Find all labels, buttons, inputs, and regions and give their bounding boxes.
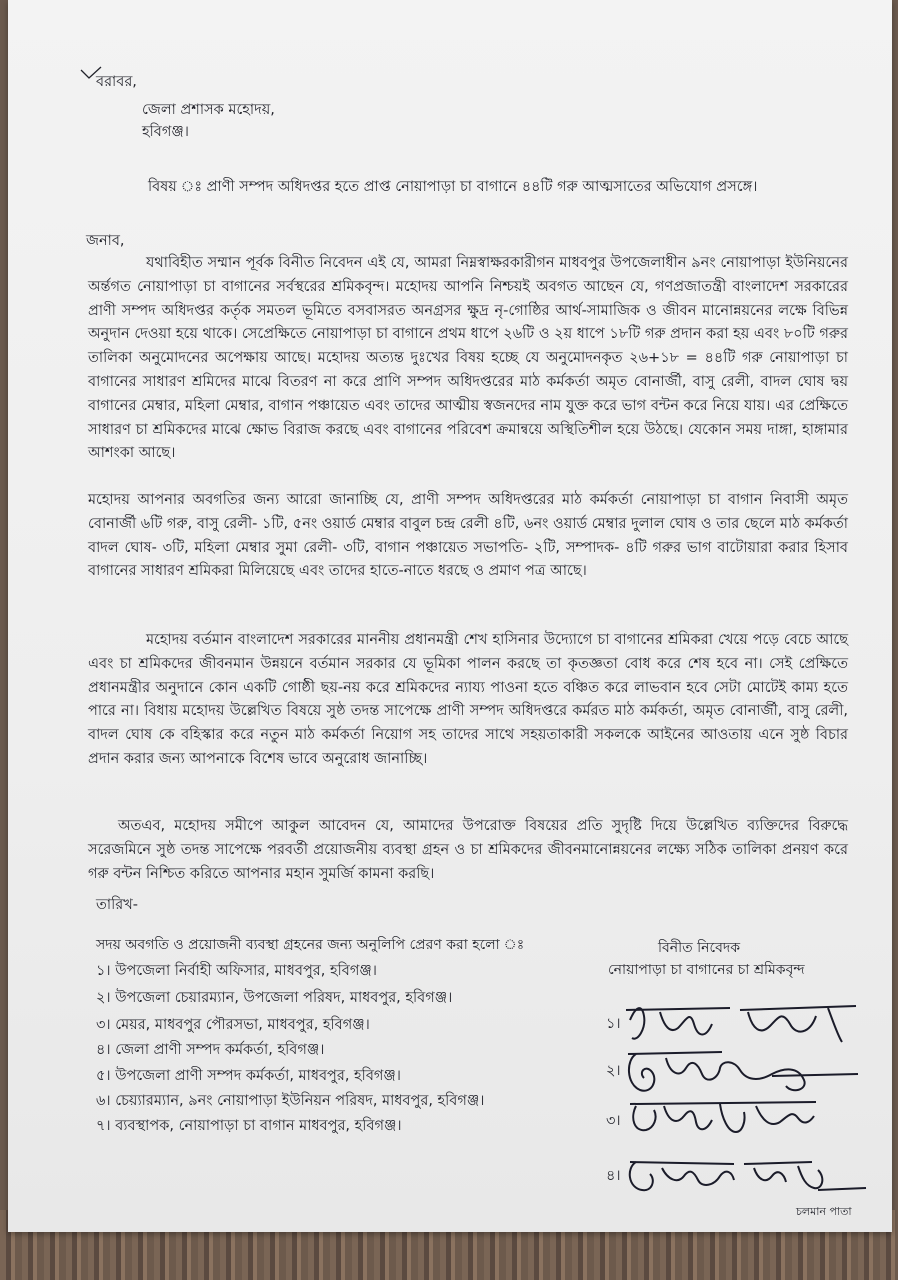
list-item: ৭। ব্যবস্থাপক, নোয়াপাড়া চা বাগান মাধবপুর, হবিগঞ্জ। bbox=[96, 1118, 402, 1134]
list-item: ৬। চেয়্যারম্যান, ৯নং নোয়াপাড়া ইউনিয়ন পরিষদ, মাধবপুর, হবিগঞ্জ। bbox=[96, 1093, 485, 1109]
subject-line: বিষয় ঃ প্রাণী সম্পদ অধিদপ্তর হতে প্রাপ্ত নোয়াপাড়া চা বাগানে ৪৪টি গরু আত্মসাতের অভিযোগ প্রসঙ্গে। bbox=[148, 179, 758, 195]
closing-label: বিনীত নিবেদক bbox=[658, 940, 741, 956]
salutation: জনাব, bbox=[86, 233, 125, 249]
signature-1 bbox=[620, 998, 860, 1050]
signature-number: ১। bbox=[606, 1016, 621, 1032]
closing-sender: নোয়াপাড়া চা বাগানের চা শ্রমিকবৃন্দ bbox=[608, 962, 805, 978]
body-paragraph-2: মহোদয় আপনার অবগতির জন্য আরো জানাচ্ছি যে, প্রাণী সম্পদ অধিদপ্তরের মাঠ কর্মকর্তা নোয়াপাড়া চা বাগান নিবাসী অমৃত বোনার্জী ৬টি গরু, বাসু রেলী- ১টি, ৫নং ওয়ার্ড মেম্বার বাবুল চন্দ্র রেলী ৪টি, ৬নং ওয়ার্ড মেম্বার দুলাল ঘোষ ও তার ছেলে মাঠ কর্মকর্তা বাদল ঘোষ- ৩টি, মহিলা মেম্বার সুমা রেলী- ৩টি, বাগান পঞ্চায়েত সভাপতি- ২টি, সম্পাদক- ৪টি গরুর ভাগ বাটোয়ারা করার হিসাব বাগানের সাধারণ শ্রমিকরা মিলিয়েছে এবং তাদের হাতে-নাতে ধরছে ও প্রমাণ পত্র আছে। bbox=[88, 492, 848, 580]
signature-3 bbox=[624, 1092, 834, 1140]
body-paragraph-4: অতএব, মহোদয় সমীপে আকুল আবেদন যে, আমাদের উপরোক্ত বিষয়ের প্রতি সুদৃষ্টি দিয়ে উল্লেখিত ব্যক্তিদের বিরুদ্ধে সরেজমিনে সুষ্ঠ তদন্ত সাপেক্ষে পরবর্তী প্রয়োজনীয় ব্যবস্থা গ্রহন ও চা শ্রমিকদের জীবনমানোন্নয়নের লক্ষ্যে সঠিক তালিকা প্রনয়ণ করে গরু বন্টন নিশ্চিত করিতে আপনার মহান সুমর্জি কামনা করছি। bbox=[88, 818, 848, 882]
list-item: ২। উপজেলা চেয়ারম্যান, উপজেলা পরিষদ, মাধবপুর, হবিগঞ্জ। bbox=[96, 990, 453, 1006]
body-paragraph-1: যথাবিহীত সম্মান পূর্বক বিনীত নিবেদন এই যে, আমরা নিম্নস্বাক্ষরকারীগন মাধবপুর উপজেলাধীন ৯নং নোয়াপাড়া ইউনিয়নের অর্ন্তগত নোয়াপাড়া চা বাগানের সর্বস্থরের শ্রমিকবৃন্দ। মহোদয় আপনি নিশ্চয়ই অবগত আছেন যে, গণপ্রজাতন্ত্রী বাংলাদেশ সরকারের প্রাণী সম্পদ অধিদপ্তর কর্তৃক সমতল ভূমিতে বসবাসরত অনগ্রসর ক্ষুদ্র নৃ-গোষ্ঠির আর্থ-সামাজিক ও জীবন মানোন্নয়নের লক্ষে বিভিন্ন অনুদান দেওয়া হয়ে থাকে। সেপ্রেক্ষিতে নোয়াপাড়া চা বাগানে প্রথম ধাপে ২৬টি ও ২য় ধাপে ১৮টি গরু প্রদান করা হয় এবং ৮০টি গরুর তালিকা অনুমোদনের অপেক্ষায় আছে। মহোদয় অত্যন্ত দুঃখের বিষয় হচ্ছে যে অনুমোদনকৃত ২৬+১৮ = ৪৪টি গরু নোয়াপাড়া চা বাগানের সাধারণ শ্রমিদের মাঝে বিতরণ না করে প্রাণি সম্পদ অধিদপ্তরের মাঠ কর্মকর্তা অমৃত বোনার্জী, বাসু রেলী, বাদল ঘোষ দ্বয় বাগানের মেম্বার, মহিলা মেম্বার, বাগান পঞ্চায়েত এবং তাদের আত্মীয় স্বজনদের নাম যুক্ত করে ভাগ বন্টন করে নিয়ে যায়। এর প্রেক্ষিতে সাধারণ চা শ্রমিকদের মাঝে ক্ষোভ বিরাজ করছে এবং বাগানের পরিবেশ ক্রমান্বয়ে অস্থিতিশীল হয়ে উঠছে। যেকোন সময় দাঙ্গা, হাঙ্গামার আশংকা আছে। bbox=[88, 255, 848, 462]
cc-heading: সদয় অবগতি ও প্রয়োজনী ব্যবস্থা গ্রহনের জন্য অনুলিপি প্রেরণ করা হলো ঃ bbox=[96, 937, 525, 953]
signature-number: ২। bbox=[606, 1063, 621, 1079]
list-item: ৩। মেয়র, মাধবপুর পৌরসভা, মাধবপুর, হবিগঞ্জ। bbox=[96, 1017, 370, 1033]
recipient-name: জেলা প্রশাসক মহোদয়, bbox=[142, 102, 275, 118]
date-label: তারিখ- bbox=[96, 897, 138, 913]
letter-page bbox=[8, 0, 892, 1232]
list-item: ৫। উপজেলা প্রাণী সম্পদ কর্মকর্তা, মাধবপুর, হবিগঞ্জ। bbox=[96, 1068, 401, 1084]
signature-4 bbox=[622, 1150, 872, 1200]
recipient-place: হবিগঞ্জ। bbox=[142, 124, 189, 140]
signature-number: ৪। bbox=[606, 1168, 621, 1184]
recipient-label: বরাবর, bbox=[96, 74, 137, 90]
list-item: ৪। জেলা প্রাণী সম্পদ কর্মকর্তা, হবিগঞ্জ। bbox=[96, 1042, 325, 1058]
signature-number: ৩। bbox=[606, 1113, 621, 1129]
list-item: ১। উপজেলা নির্বাহী অফিসার, মাধবপুর, হবিগঞ্জ। bbox=[96, 963, 377, 979]
page-note: চলমান পাতা bbox=[796, 1205, 852, 1218]
body-paragraph-3: মহোদয় বর্তমান বাংলাদেশ সরকারের মাননীয় প্রধানমন্ত্রী শেখ হাসিনার উদ্যোগে চা বাগানের শ্রমিকরা খেয়ে পড়ে বেচে আছে এবং চা শ্রমিকদের জীবনমান উন্নয়নে বর্তমান সরকার যে ভূমিকা পালন করছে তা কৃতজ্ঞতা বোধ করে শেষ হবে না। সেই প্রেক্ষিতে প্রধানমন্ত্রীর অনুদানে কোন একটি গোষ্ঠী ছয়-নয় করে শ্রমিকদের ন্যায্য পাওনা হতে বঞ্চিত করে লাভবান হবে সেটা মোটেই কাম্য হতে পারে না। বিধায় মহোদয় উল্লেখিত বিষয়ে সুষ্ঠ তদন্ত সাপেক্ষে প্রাণী সম্পদ অধিদপ্তরে কর্মরত মাঠ কর্মকর্তা, অমৃত বোনার্জী, বাসু রেলী, বাদল ঘোষ কে বহিস্কার করে নতুন মাঠ কর্মকর্তা নিয়োগ সহ তাদের সাথে সহয়তাকারী সকলকে আইনের আওতায় এনে সুষ্ঠ বিচার প্রদান করার জন্য আপনাকে বিশেষ ভাবে অনুরোধ জানাচ্ছি। bbox=[88, 632, 848, 767]
